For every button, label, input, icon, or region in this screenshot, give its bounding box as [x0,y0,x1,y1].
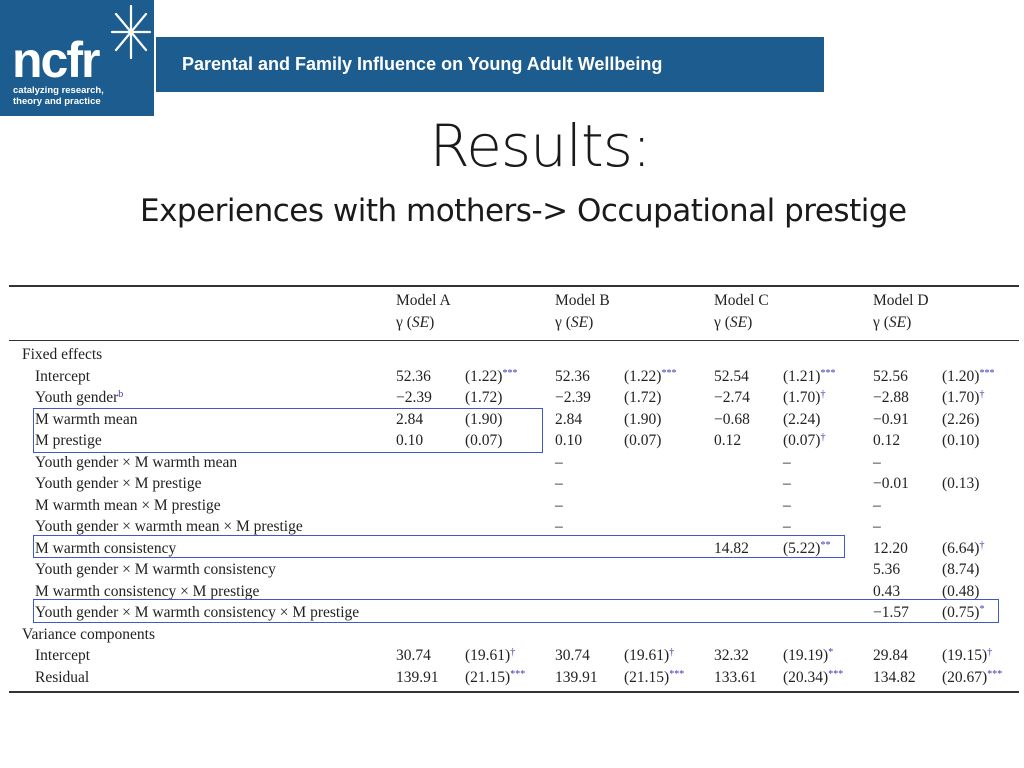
section-label: Variance components [22,625,155,643]
estimate-cell: 0.12 [873,432,901,449]
stat-header: γ (SE) [714,314,753,331]
se-cell: (1.90) [624,410,662,428]
estimate-cell: 0.10 [555,432,583,449]
estimate-cell: 5.36 [873,561,901,578]
se-cell: (0.48) [942,582,980,600]
se-cell: (19.19)* [783,647,834,664]
se-cell: (21.15)*** [624,668,685,686]
highlight-box-warmth-consistency [33,535,845,558]
se-cell: (1.22)*** [624,367,677,385]
significance-marker: † [510,647,516,658]
significance-marker: *** [828,668,844,680]
estimate-cell: −2.88 [873,389,909,406]
se-cell: (2.24) [783,410,821,428]
se-cell: (2.26) [942,410,980,428]
section-label: Fixed effects [22,346,103,363]
footnote-marker: b [118,389,124,400]
banner-title: Parental and Family Influence on Young Adult Wellbeing [182,54,663,74]
estimate-cell: 29.84 [873,647,908,664]
estimate-cell: 2.84 [396,410,424,428]
se-cell: (20.67)*** [942,668,1003,686]
se-cell: (0.07) [624,432,662,449]
slide-subtitle: Experiences with mothers-> Occupational prestige [140,193,907,229]
estimate-cell: – [873,453,881,471]
table-top-rule [9,285,1019,287]
significance-marker: * [828,647,834,658]
logo-tagline-line-1: catalyzing research, [13,85,104,96]
estimate-cell: 52.56 [873,367,908,385]
estimate-cell: – [555,518,563,535]
estimate-cell: 0.12 [714,432,742,449]
se-cell: (1.22)*** [465,367,518,385]
model-header: Model D [873,292,929,309]
se-cell: (6.64)† [942,539,985,557]
row-label: Youth gender × warmth mean × M prestige [35,518,303,535]
se-cell: (1.70)† [942,389,985,406]
estimate-cell: −0.68 [714,410,750,428]
estimate-cell: −1.57 [873,604,909,621]
significance-marker: ** [820,539,831,551]
slide-title: Results: [429,112,651,180]
estimate-cell: – [873,518,881,535]
estimate-cell: – [555,475,563,492]
estimate-cell: 133.61 [714,668,757,686]
estimate-cell: 139.91 [555,668,598,686]
estimate-cell: 134.82 [873,668,916,686]
se-cell: (1.90) [465,410,503,428]
estimate-cell: 30.74 [396,647,431,664]
significance-marker: *** [820,367,836,379]
row-label: Residual [35,668,90,686]
se-cell: (1.21)*** [783,367,836,385]
estimate-cell: 0.43 [873,582,901,600]
row-label: Youth gender × M warmth consistency [35,561,276,578]
significance-marker: † [669,647,675,658]
row-label: Intercept [35,367,91,385]
se-cell: – [783,475,791,492]
model-header: Model B [555,292,610,309]
estimate-cell: 0.10 [396,432,424,449]
model-header: Model A [396,292,451,309]
se-cell: (19.61)† [624,647,675,664]
significance-marker: † [820,432,826,443]
se-cell: (0.13) [942,475,980,492]
significance-marker: *** [510,668,526,680]
table-header-rule [9,340,1019,341]
estimate-cell: 32.32 [714,647,749,664]
row-label: M warmth consistency [35,539,177,557]
se-cell: (0.10) [942,432,980,449]
row-label: Youth gender × M warmth consistency × M prestige [35,604,360,621]
highlight-box-three-way-interaction [33,599,999,623]
starburst-icon [108,2,154,62]
estimate-cell: −0.01 [873,475,909,492]
row-label: M warmth mean × M prestige [35,496,221,514]
stat-header: γ (SE) [873,314,912,331]
estimate-cell: 52.36 [555,367,590,385]
significance-marker: * [979,604,985,615]
significance-marker: *** [661,367,677,379]
se-cell: (20.34)*** [783,668,844,686]
estimate-cell: 14.82 [714,539,749,557]
table-bottom-rule [9,691,1019,693]
stat-header: γ (SE) [396,314,435,331]
se-cell: – [783,518,791,535]
se-cell: (8.74) [942,561,980,578]
estimate-cell: 2.84 [555,410,583,428]
row-label: Intercept [35,647,91,664]
estimate-cell: −2.74 [714,389,750,406]
significance-marker: † [820,389,826,400]
se-cell: – [783,453,791,471]
se-cell: (0.07) [465,432,503,449]
significance-marker: *** [987,668,1003,680]
row-label: Youth gender × M warmth mean [35,453,238,471]
row-label: Youth gender$^b$ [35,389,124,406]
estimate-cell: −2.39 [396,389,432,406]
significance-marker: † [979,539,985,551]
estimate-cell: – [555,453,563,471]
row-label: M warmth mean [35,410,138,428]
significance-marker: † [979,389,985,400]
highlight-box-warmth-prestige [33,408,543,453]
row-label: M warmth consistency × M prestige [35,582,260,600]
se-cell: (0.07)† [783,432,826,449]
estimate-cell: 12.20 [873,539,908,557]
significance-marker: *** [669,668,685,680]
significance-marker: *** [502,367,518,379]
estimate-cell: −0.91 [873,410,909,428]
header-banner [156,37,824,92]
estimate-cell: 52.36 [396,367,431,385]
estimate-cell: 52.54 [714,367,749,385]
model-header: Model C [714,292,769,309]
se-cell: – [783,496,791,514]
ncfr-logo [0,0,154,116]
se-cell: (19.61)† [465,647,516,664]
se-cell: (1.72) [465,389,503,406]
logo-wordmark: ncfr [12,32,99,88]
se-cell: (21.15)*** [465,668,526,686]
se-cell: (19.15)† [942,647,993,664]
se-cell: (1.72) [624,389,662,406]
se-cell: (5.22)** [783,539,831,557]
significance-marker: † [987,647,993,658]
logo-tagline-line-2: theory and practice [13,96,101,107]
se-cell: (1.70)† [783,389,826,406]
se-cell: (0.75)* [942,604,985,621]
estimate-cell: – [555,496,563,514]
estimate-cell: 30.74 [555,647,590,664]
row-label: Youth gender × M prestige [35,475,202,492]
stat-header: γ (SE) [555,314,594,331]
estimate-cell: −2.39 [555,389,591,406]
logo-tagline [13,85,104,107]
estimate-cell: 139.91 [396,668,439,686]
significance-marker: *** [979,367,995,379]
estimate-cell: – [873,496,881,514]
se-cell: (1.20)*** [942,367,995,385]
row-label: M prestige [35,432,102,449]
